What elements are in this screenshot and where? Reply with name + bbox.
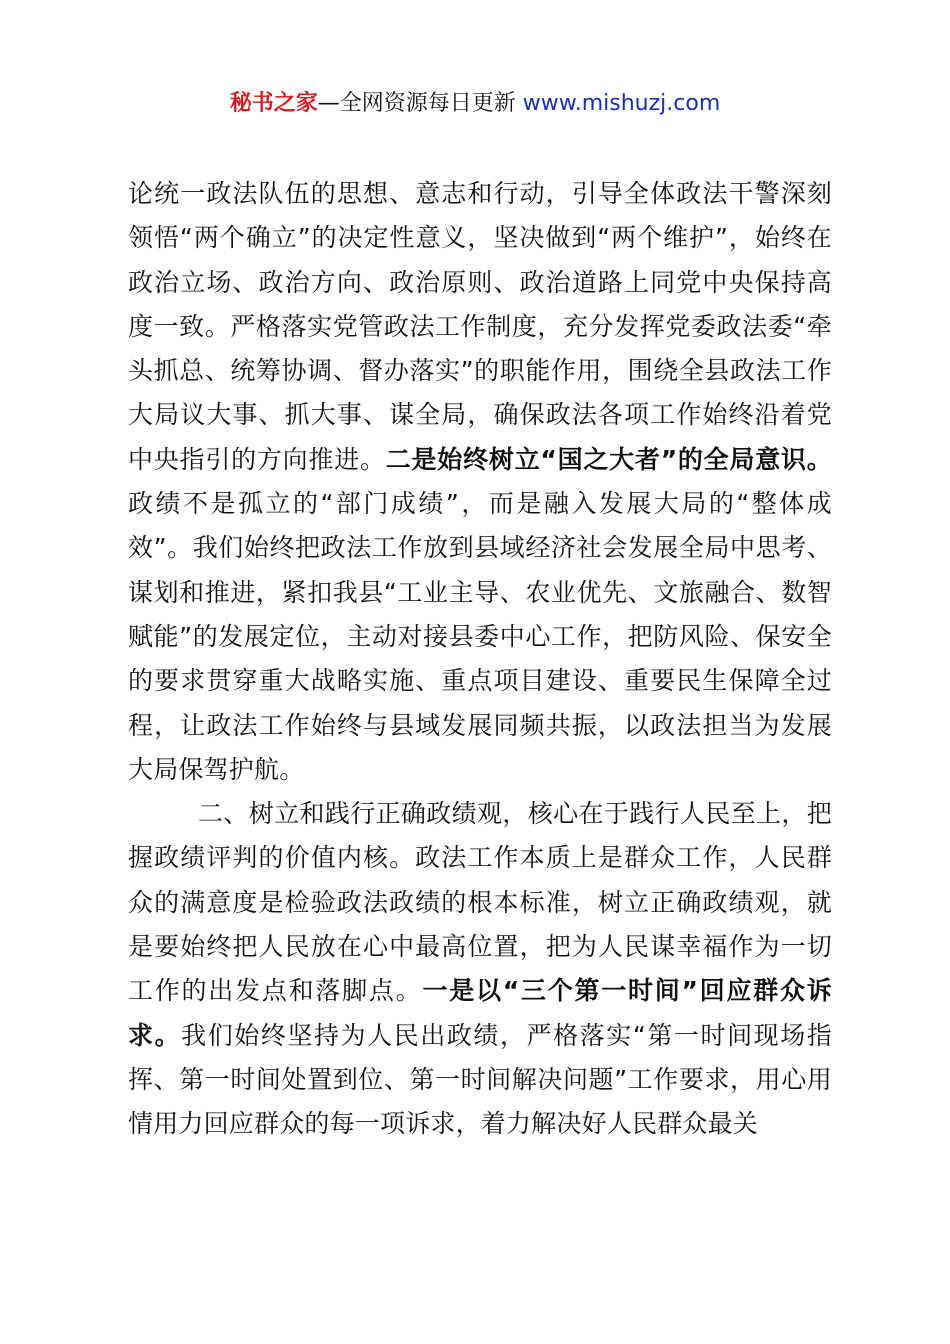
site-header	[0, 88, 950, 120]
paragraph-2-text-a: 二、树立和践行正确政绩观，核心在于践行人民至上，把握政绩评判的价值内核。政法工作本质上是群众工作，人民群众的满意度是检验政法政绩的根本标准，树立正确政绩观，就是要始终把人民放在心中最高位置，把为人民谋幸福作为一切工作的出发点和落脚点。	[128, 799, 832, 1006]
paragraph-1	[128, 172, 832, 792]
paragraph-1-bold-heading: 二是始终树立“国之大者”的全局意识。	[385, 444, 832, 474]
paragraph-1-text-a: 论统一政法队伍的思想、意志和行动，引导全体政法干警深刻领悟“两个确立”的决定性意义，坚决做到“两个维护”，始终在政治立场、政治方向、政治原则、政治道路上同党中央保持高度一致。严格落实党管政法工作制度，充分发挥党委政法委“牵头抓总、统筹协调、督办落实”的职能作用，围绕全县政法工作大局议大事、抓大事、谋全局，确保政法各项工作始终沿着党中央指引的方向推进。	[128, 179, 832, 474]
document-body	[128, 172, 832, 1147]
paragraph-2-text-b: 我们始终坚持为人民出政绩，严格落实“第一时间现场指挥、第一时间处置到位、第一时间解决问题”工作要求，用心用情用力回应群众的每一项诉求，着力解决好人民群众最关	[128, 1020, 832, 1139]
paragraph-2-bold-heading: 一是以“三个第一时间”回应群众诉求。	[128, 976, 832, 1050]
site-tagline: —全网资源每日更新	[317, 91, 523, 116]
paragraph-2	[128, 792, 832, 1146]
paragraph-1-text-b: 政绩不是孤立的“部门成绩”，而是融入发展大局的“整体成效”。我们始终把政法工作放到县域经济社会发展全局中思考、谋划和推进，紧扣我县“工业主导、农业优先、文旅融合、数智赋能”的发展定位，主动对接县委中心工作，把防风险、保安全的要求贯穿重大战略实施、重点项目建设、重要民生保障全过程，让政法工作始终与县域发展同频共振，以政法担当为发展大局保驾护航。	[128, 489, 832, 784]
site-url-link[interactable]: www.mishuzj.com	[522, 91, 721, 116]
site-brand: 秘书之家	[229, 91, 318, 116]
